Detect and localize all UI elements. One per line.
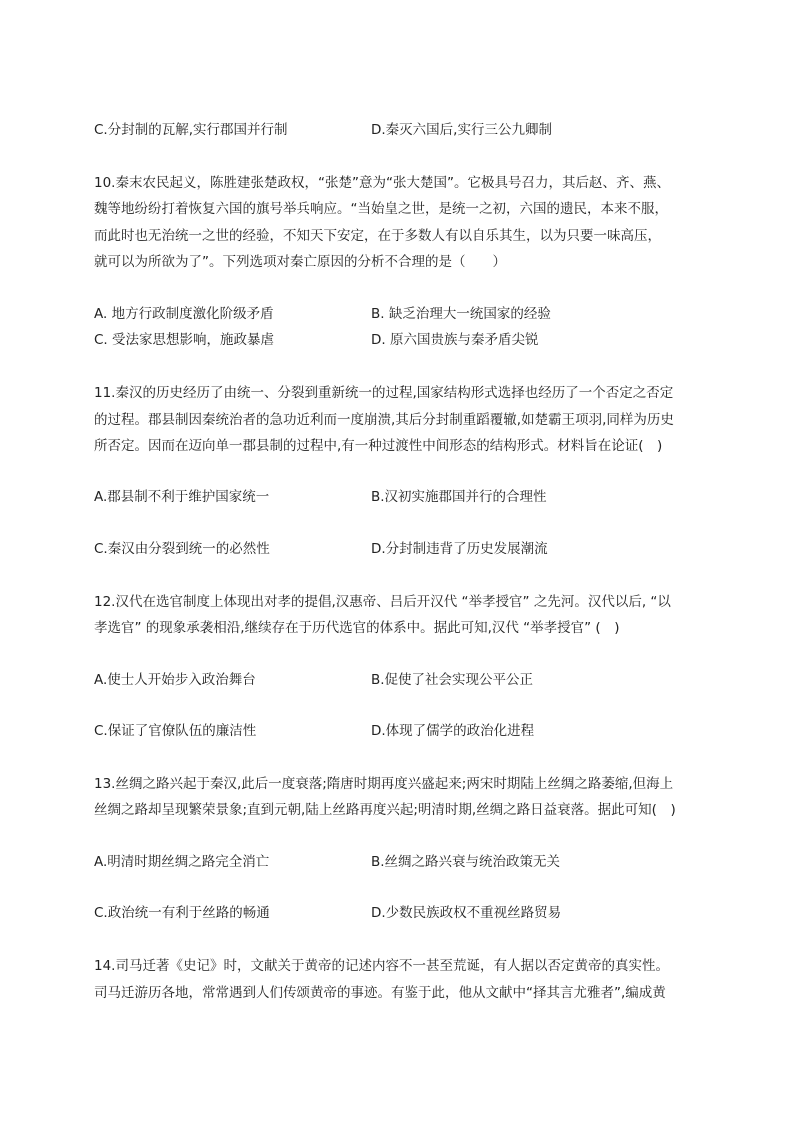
- q13-stem-line: 丝绸之路却呈现繁荣景象;直到元朝,陆上丝路再度兴起;明清时期,丝绸之路日益衰落。据此可知( ): [94, 802, 676, 818]
- q10-option-a: A. 地方行政制度激化阶级矛盾: [94, 306, 274, 322]
- q13-option-c: C.政治统一有利于丝路的畅通: [94, 905, 270, 921]
- q11-option-d: D.分封制违背了历史发展潮流: [371, 541, 548, 557]
- q10-stem-line: 魏等地纷纷打着恢复六国的旗号举兵响应。“当始皇之世，是统一之初，六国的遗民，本来不服，: [94, 201, 668, 217]
- q11-stem-line: 所否定。因而在迈向单一郡县制的过程中,有一种过渡性中间形态的结构形式。材料旨在论证( ): [94, 438, 663, 454]
- q11-stem-line: 的过程。郡县制因秦统治者的急功近利而一度崩溃,其后分封制重蹈覆辙,如楚霸王项羽,同样为历史: [94, 412, 674, 428]
- q13-stem-line: 13.丝绸之路兴起于秦汉,此后一度衰落;隋唐时期再度兴盛起来;两宋时期陆上丝绸之路萎缩,但海上: [94, 776, 674, 792]
- q10-option-d: D. 原六国贵族与秦矛盾尖锐: [371, 332, 539, 348]
- q13-option-d: D.少数民族政权不重视丝路贸易: [371, 905, 562, 921]
- q11-option-b: B.汉初实施郡国并行的合理性: [371, 489, 547, 505]
- q12-option-d: D.体现了儒学的政治化进程: [371, 723, 535, 739]
- q12-stem-line: 孝选官” 的现象承袭相沿,继续存在于历代选官的体系中。据此可知,汉代 “举孝授官” ( ): [94, 620, 620, 636]
- q10-stem-line: 10.秦末农民起义，陈胜建张楚政权，“张楚”意为“张大楚国”。它极具号召力，其后赵、齐、燕、: [94, 175, 670, 191]
- q12-stem-line: 12.汉代在选官制度上体现出对孝的提倡,汉惠帝、吕后开汉代 “举孝授官” 之先河。汉代以后, “以: [94, 594, 671, 610]
- q13-option-b: B.丝绸之路兴衰与统治政策无关: [371, 854, 561, 870]
- q10-stem-line: 就可以为所欲为了”。下列选项对秦亡原因的分析不合理的是（ ）: [94, 254, 506, 270]
- q14-stem-line: 司马迁游历各地，常常遇到人们传颂黄帝的事迹。有鉴于此，他从文献中“择其言尤雅者”,编成黄: [94, 985, 666, 1001]
- q11-option-a: A.郡县制不利于维护国家统一: [94, 489, 270, 505]
- q10-option-b: B. 缺乏治理大一统国家的经验: [371, 306, 551, 322]
- q11-stem-line: 11.秦汉的历史经历了由统一、分裂到重新统一的过程,国家结构形式选择也经历了一个否定之否定: [94, 385, 674, 401]
- q10-stem-line: 而此时也无治统一之世的经验，不知天下安定，在于多数人有以自乐其生，以为只要一味高压，: [94, 228, 661, 244]
- q10-option-c: C. 受法家思想影响，施政暴虐: [94, 332, 275, 348]
- q9-option-d: D.秦灭六国后,实行三公九卿制: [371, 122, 552, 138]
- q13-option-a: A.明清时期丝绸之路完全消亡: [94, 854, 270, 870]
- q12-option-a: A.使士人开始步入政治舞台: [94, 672, 256, 688]
- q11-option-c: C.秦汉由分裂到统一的必然性: [94, 541, 270, 557]
- q12-option-b: B.促使了社会实现公平公正: [371, 672, 534, 688]
- q12-option-c: C.保证了官僚队伍的廉洁性: [94, 723, 257, 739]
- q9-option-c: C.分封制的瓦解,实行郡国并行制: [94, 122, 288, 138]
- q14-stem-line: 14.司马迁著《史记》时，文献关于黄帝的记述内容不一甚至荒诞，有人据以否定黄帝的真实性。: [94, 958, 669, 974]
